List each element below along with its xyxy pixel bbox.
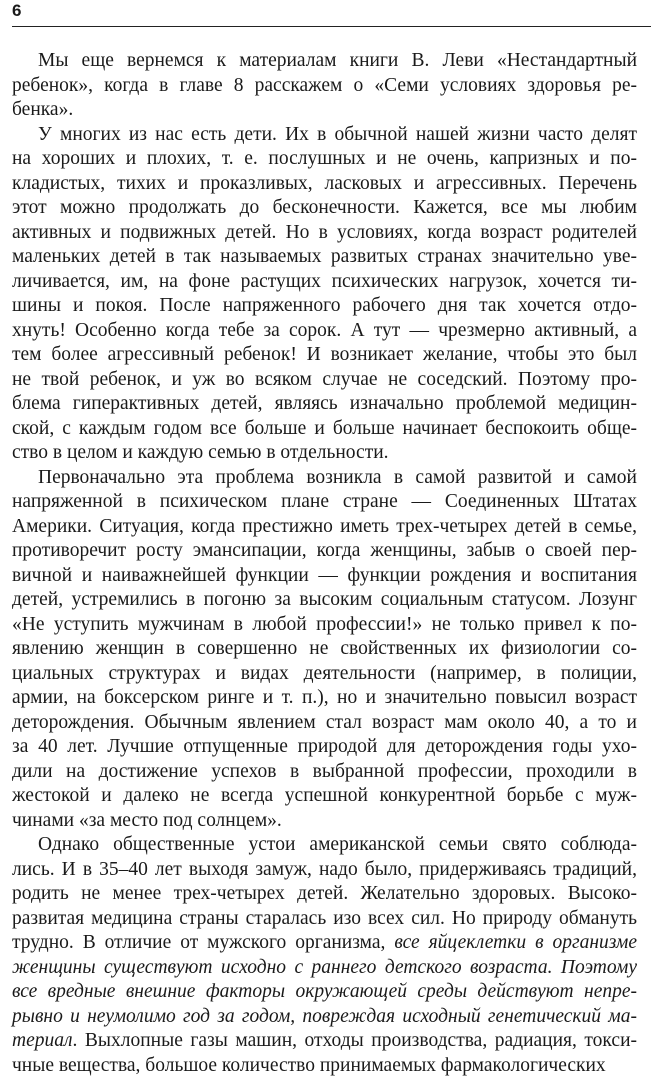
paragraph xyxy=(12,833,637,1078)
text-line xyxy=(12,784,637,809)
text-line xyxy=(12,368,637,393)
text-segment: трудно. В отличие от мужского организма, xyxy=(12,932,394,953)
paragraph xyxy=(12,466,637,834)
text-line xyxy=(12,392,637,417)
text-line xyxy=(12,882,637,907)
text-segment: Первоначально эта проблема возникла в самой развитой и самой xyxy=(38,467,637,488)
page-body xyxy=(12,49,637,1078)
text-line xyxy=(12,662,637,687)
text-segment: чинами «за место под солнцем». xyxy=(12,810,282,831)
text-segment: противоречит росту эмансипации, когда женщины, забыв о своей пер- xyxy=(12,540,637,561)
italic-text: териал xyxy=(12,1030,73,1051)
text-segment: не твой ребенок, и уж во всяком случае не соседский. Поэтому про- xyxy=(12,369,637,390)
text-line xyxy=(12,907,637,932)
italic-text: все яйцеклетки в организме xyxy=(394,932,637,953)
text-line xyxy=(12,735,637,760)
text-line xyxy=(12,147,637,172)
text-line xyxy=(12,221,637,246)
italic-text: все вредные внешние факторы окружающей среды действуют непре- xyxy=(12,981,637,1002)
header-divider xyxy=(12,26,651,27)
text-segment: армии, на боксерском ринге и т. п.), но и значительно повысил возраст xyxy=(12,687,637,708)
text-line xyxy=(12,74,637,99)
text-segment: «Не уступить мужчинам в любой профессии!» не только привел к по- xyxy=(12,614,637,635)
text-line xyxy=(12,417,637,442)
text-line xyxy=(12,49,637,74)
text-segment: блема гиперактивных детей, являясь изначально проблемой медицин- xyxy=(12,393,637,414)
text-line xyxy=(12,1005,637,1030)
italic-text: рывно и неумолимо год за годом, повреждая исходный генетический ма- xyxy=(12,1006,637,1027)
text-line xyxy=(12,294,637,319)
text-line xyxy=(12,245,637,270)
text-line xyxy=(12,123,637,148)
text-line xyxy=(12,515,637,540)
text-line xyxy=(12,270,637,295)
text-segment: циальных структурах и видах деятельности (например, в полиции, xyxy=(12,663,637,684)
text-segment: родить не менее трех-четырех детей. Желательно здоровых. Высоко- xyxy=(12,883,637,904)
text-line xyxy=(12,343,637,368)
text-segment: шины и покоя. После напряженного рабочего дня так хочется отдо- xyxy=(12,295,637,316)
text-line xyxy=(12,686,637,711)
text-line xyxy=(12,613,637,638)
text-segment: активных и подвижных детей. Но в условиях, когда возраст родителей xyxy=(12,222,637,243)
text-line xyxy=(12,637,637,662)
text-line xyxy=(12,931,637,956)
text-line xyxy=(12,858,637,883)
text-segment: кладистых, тихих и проказливых, ласковых и агрессивных. Перечень xyxy=(12,173,637,194)
text-line xyxy=(12,319,637,344)
text-segment: жестокой и далеко не всегда успешной конкурентной борьбе с муж- xyxy=(12,785,637,806)
text-segment: явлению женщин в совершенно не свойственных их физиологии со- xyxy=(12,638,637,659)
text-segment: на хороших и плохих, т. е. послушных и не очень, капризных и по- xyxy=(12,148,637,169)
text-line xyxy=(12,980,637,1005)
text-segment: чные вещества, большое количество принимаемых фармакологических xyxy=(12,1055,606,1076)
text-segment: хнуть! Особенно когда тебе за сорок. А тут — чрезмерно активный, а xyxy=(12,320,637,341)
text-segment: лись. И в 35–40 лет выходя замуж, надо было, придерживаясь традиций, xyxy=(12,859,637,880)
text-line xyxy=(12,956,637,981)
text-segment: ребенок», когда в главе 8 расскажем о «Семи условиях здоровья ре- xyxy=(12,75,637,96)
paragraph xyxy=(12,49,637,123)
text-segment: этот можно продолжать до бесконечности. Кажется, все мы любим xyxy=(12,197,637,218)
text-segment: деторождения. Обычным явлением стал возраст мам около 40, а то и xyxy=(12,712,637,733)
text-segment: за 40 лет. Лучшие отпущенные природой для деторождения годы ухо- xyxy=(12,736,637,757)
paragraph xyxy=(12,123,637,466)
text-segment: . Выхлопные газы машин, отходы производства, радиация, токси- xyxy=(73,1030,638,1051)
text-segment: дили на достижение успехов в выбранной профессии, проходили в xyxy=(12,761,637,782)
text-line xyxy=(12,588,637,613)
text-segment: ской, с каждым годом все больше и больше начинает беспокоить обще- xyxy=(12,418,637,439)
text-segment: тем более агрессивный ребенок! И возникает желание, чтобы это был xyxy=(12,344,637,365)
text-line xyxy=(12,1054,637,1078)
page-number: 6 xyxy=(12,0,21,22)
text-line xyxy=(12,564,637,589)
text-segment: У многих из нас есть дети. Их в обычной нашей жизни часто делят xyxy=(38,124,637,145)
text-segment: бенка». xyxy=(12,99,73,120)
text-segment: развитая медицина страны старалась изо всех сил. Но природу обмануть xyxy=(12,908,637,929)
text-line xyxy=(12,172,637,197)
text-line xyxy=(12,466,637,491)
text-line xyxy=(12,539,637,564)
text-segment: Америки. Ситуация, когда престижно иметь трех-четырех детей в семье, xyxy=(12,516,637,537)
text-line xyxy=(12,1029,637,1054)
text-line xyxy=(12,490,637,515)
text-segment: Мы еще вернемся к материалам книги В. Леви «Нестандартный xyxy=(38,50,637,71)
text-segment: вичной и наиважнейшей функции — функции рождения и воспитания xyxy=(12,565,637,586)
text-line xyxy=(12,196,637,221)
text-segment: детей, устремились в погоню за высоким социальным статусом. Лозунг xyxy=(12,589,637,610)
text-line xyxy=(12,760,637,785)
italic-text: женщины существуют исходно с раннего детского возраста. Поэтому xyxy=(12,957,637,978)
text-segment: напряженной в психическом плане стране — Соединенных Штатах xyxy=(12,491,637,512)
text-segment: личивается, им, на фоне растущих психических нагрузок, хочется ти- xyxy=(12,271,637,292)
text-segment: маленьких детей в так называемых развитых странах значительно уве- xyxy=(12,246,637,267)
text-line xyxy=(12,833,637,858)
text-segment: ство в целом и каждую семью в отдельности. xyxy=(12,442,389,463)
text-line xyxy=(12,809,637,834)
text-line xyxy=(12,711,637,736)
text-segment: Однако общественные устои американской семьи свято соблюда- xyxy=(38,834,637,855)
text-line xyxy=(12,98,637,123)
text-line xyxy=(12,441,637,466)
